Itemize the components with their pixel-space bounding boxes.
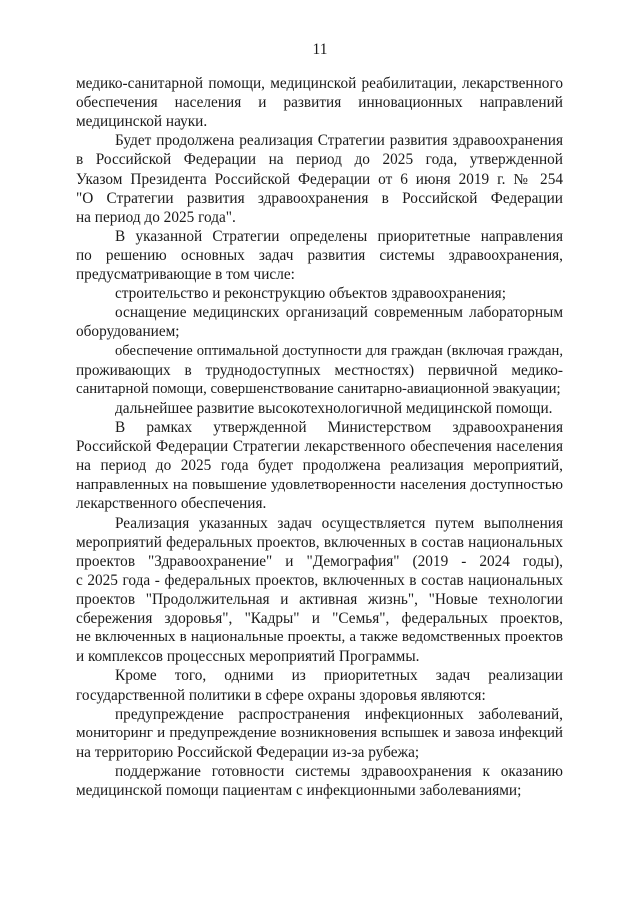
text-line: поддержание готовности системы здравоохранения к оказанию (115, 762, 563, 780)
text-line: Указом Президента Российской Федерации от 6 июня 2019 г. № 254 (76, 170, 563, 188)
text-line: в Российской Федерации на период до 2025 года, утвержденной (76, 151, 563, 169)
text-line: обеспечения населения и развития инновационных направлений (76, 94, 563, 112)
text-line: проектов "Продолжительная и активная жизнь", "Новые технологии (76, 590, 563, 608)
text-line: Российской Федерации Стратегии лекарственного обеспечения населения (76, 438, 563, 456)
text-line: лекарственного обеспечения. (76, 495, 267, 513)
text-line: Будет продолжена реализация Стратегии развития здравоохранения (115, 132, 563, 150)
text-line: В указанной Стратегии определены приоритетные направления (115, 227, 563, 245)
text-line: мероприятий федеральных проектов, включенных в состав национальных (76, 533, 563, 551)
text-line: "О Стратегии развития здравоохранения в Российской Федерации (76, 189, 563, 207)
text-line: оборудованием; (76, 323, 180, 341)
text-line: мониторинг и предупреждение возникновения вспышек и завоза инфекций (76, 724, 563, 741)
page-number: 11 (312, 41, 328, 58)
text-line: проектов "Здравоохранение" и "Демография" (2019 - 2024 годы), (76, 552, 563, 570)
text-line: на территорию Российской Федерации из-за рубежа; (76, 743, 420, 761)
text-line: санитарной помощи, совершенствование санитарно-авиационной эвакуации; (76, 380, 561, 397)
text-line: государственной политики в сфере охраны здоровья являются: (76, 686, 486, 704)
text-line: предупреждение распространения инфекционных заболеваний, (115, 705, 563, 723)
text-line: и комплексов процессных мероприятий Программы. (76, 648, 420, 666)
text-line: Реализация указанных задач осуществляется путем выполнения (115, 514, 563, 532)
text-line: проживающих в труднодоступных местностях) первичной медико- (76, 361, 563, 379)
text-line: на период до 2025 года будет продолжена реализация мероприятий, (76, 457, 563, 475)
text-line: строительство и реконструкцию объектов здравоохранения; (115, 285, 506, 303)
text-line: сбережения здоровья", "Кадры" и "Семья", федеральных проектов, (76, 610, 563, 628)
text-line: медицинской науки. (76, 113, 208, 131)
text-line: направленных на повышение удовлетворенности населения доступностью (76, 476, 563, 494)
text-line: по решению основных задач развития системы здравоохранения, (76, 246, 563, 264)
text-line: с 2025 года - федеральных проектов, включенных в состав национальных (76, 571, 563, 589)
text-line: Кроме того, одними из приоритетных задач реализации (115, 667, 563, 685)
text-line: В рамках утвержденной Министерством здравоохранения (115, 418, 563, 436)
text-line: на период до 2025 года". (76, 208, 236, 226)
body-text (76, 74, 563, 800)
text-line: дальнейшее развитие высокотехнологичной медицинской помощи. (115, 399, 553, 417)
text-line: обеспечение оптимальной доступности для граждан (включая граждан, (115, 342, 563, 359)
text-line: оснащение медицинских организаций современным лабораторным (115, 304, 563, 322)
text-line: предусматривающие в том числе: (76, 266, 295, 284)
text-line: медико-санитарной помощи, медицинской реабилитации, лекарственного (76, 75, 563, 92)
text-line: не включенных в национальные проекты, а также ведомственных проектов (76, 629, 563, 646)
text-line: медицинской помощи пациентам с инфекционными заболеваниями; (76, 782, 522, 800)
